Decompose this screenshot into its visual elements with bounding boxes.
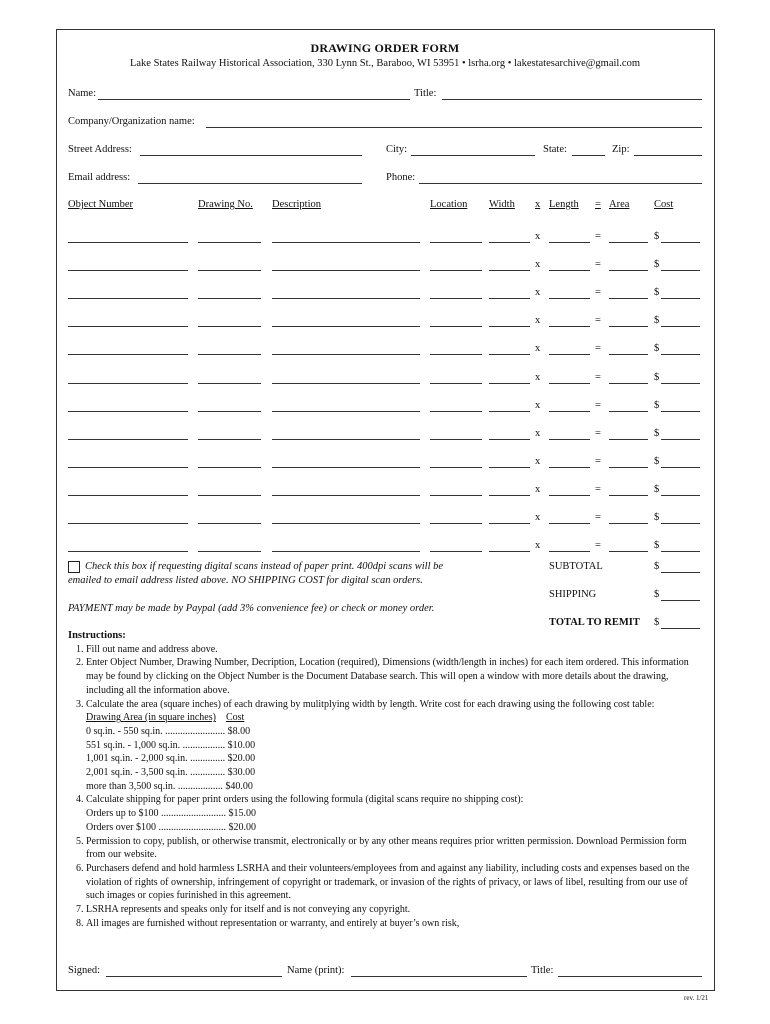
location-field[interactable]: [430, 383, 482, 384]
location-field[interactable]: [430, 439, 482, 440]
instruction-3-text: Calculate the area (square inches) of each drawing by mulitplying width by length. Write cost for each drawing using the following cost table:: [86, 698, 655, 710]
location-field[interactable]: [430, 298, 482, 299]
city-field[interactable]: [411, 155, 535, 156]
dollar-sign: $: [654, 456, 660, 467]
shipping-dollar: $: [654, 589, 660, 600]
signed-label: Signed:: [68, 965, 101, 976]
location-field[interactable]: [430, 467, 482, 468]
cost-field[interactable]: [661, 523, 700, 524]
cost-field[interactable]: [661, 298, 700, 299]
total-label: TOTAL TO REMIT: [549, 617, 640, 628]
times-sign: x: [535, 456, 541, 467]
object-number-field[interactable]: [68, 326, 188, 327]
cost-field[interactable]: [661, 439, 700, 440]
description-field[interactable]: [272, 298, 420, 299]
equals-sign: =: [595, 484, 601, 495]
object-number-field[interactable]: [68, 551, 188, 552]
signature-title-label: Title:: [531, 965, 554, 976]
equals-sign: =: [595, 259, 601, 270]
email-field[interactable]: [138, 183, 362, 184]
cost-field[interactable]: [661, 354, 700, 355]
cost-row: 0 sq.in. - 550 sq.in. ........................ $8.00: [86, 725, 251, 737]
width-field[interactable]: [489, 354, 530, 355]
location-field[interactable]: [430, 411, 482, 412]
length-field[interactable]: [549, 383, 590, 384]
description-field[interactable]: [272, 242, 420, 243]
dollar-sign: $: [654, 287, 660, 298]
dollar-sign: $: [654, 512, 660, 523]
object-number-field[interactable]: [68, 354, 188, 355]
location-field[interactable]: [430, 242, 482, 243]
length-field[interactable]: [549, 411, 590, 412]
header-length: Length: [549, 199, 579, 210]
header-location: Location: [430, 199, 468, 210]
name-field[interactable]: [98, 99, 410, 100]
state-field[interactable]: [572, 155, 605, 156]
instruction-3: [86, 698, 708, 794]
area-field[interactable]: [609, 439, 648, 440]
area-field[interactable]: [609, 467, 648, 468]
description-field[interactable]: [272, 467, 420, 468]
revision-note: rev. 1/21: [684, 994, 709, 1002]
drawing-no-field[interactable]: [198, 298, 261, 299]
area-field[interactable]: [609, 270, 648, 271]
object-number-field[interactable]: [68, 270, 188, 271]
times-sign: x: [535, 372, 541, 383]
organization-line: Lake States Railway Historical Association, 330 Lynn St., Baraboo, WI 53951 • lsrha.org • lakestatesarchive@gmail.com: [129, 58, 641, 69]
times-sign: x: [535, 428, 541, 439]
width-field[interactable]: [489, 495, 530, 496]
drawing-no-field[interactable]: [198, 354, 261, 355]
times-sign: x: [535, 231, 541, 242]
area-field[interactable]: [609, 523, 648, 524]
header-width: Width: [489, 199, 515, 210]
location-field[interactable]: [430, 495, 482, 496]
header-eq: =: [595, 199, 601, 210]
description-field[interactable]: [272, 439, 420, 440]
area-field[interactable]: [609, 326, 648, 327]
company-field[interactable]: [206, 127, 702, 128]
shipping-field[interactable]: [661, 600, 700, 601]
times-sign: x: [535, 540, 541, 551]
cost-field[interactable]: [661, 326, 700, 327]
location-field[interactable]: [430, 270, 482, 271]
form-title: DRAWING ORDER FORM: [310, 41, 460, 55]
length-field[interactable]: [549, 354, 590, 355]
cost-field[interactable]: [661, 270, 700, 271]
payment-note: PAYMENT may be made by Paypal (add 3% convenience fee) or check or money order.: [68, 603, 435, 614]
area-field[interactable]: [609, 411, 648, 412]
cost-field[interactable]: [661, 383, 700, 384]
instructions: [68, 629, 708, 930]
dollar-sign: $: [654, 231, 660, 242]
length-field[interactable]: [549, 242, 590, 243]
instruction-4: [86, 793, 708, 834]
width-field[interactable]: [489, 411, 530, 412]
drawing-no-field[interactable]: [198, 326, 261, 327]
drawing-no-field[interactable]: [198, 242, 261, 243]
description-field[interactable]: [272, 383, 420, 384]
header-area: Area: [609, 199, 630, 210]
cost-row: 551 sq.in. - 1,000 sq.in. ................. $10.00: [86, 739, 256, 751]
signed-field[interactable]: [106, 976, 282, 977]
area-field[interactable]: [609, 354, 648, 355]
cost-table-header-cost: Cost: [225, 712, 245, 724]
cost-row: 1,001 sq.in. - 2,000 sq.in. .............. $20.00: [86, 753, 256, 765]
street-label: Street Address:: [68, 144, 132, 155]
header-x: x: [535, 199, 541, 210]
drawing-no-field[interactable]: [198, 270, 261, 271]
dollar-sign: $: [654, 343, 660, 354]
title-label: Title:: [414, 88, 437, 99]
description-field[interactable]: [272, 354, 420, 355]
subtotal-label: SUBTOTAL: [549, 561, 603, 572]
width-field[interactable]: [489, 467, 530, 468]
header-cost: Cost: [654, 199, 674, 210]
drawing-no-field[interactable]: [198, 383, 261, 384]
times-sign: x: [535, 484, 541, 495]
cost-field[interactable]: [661, 467, 700, 468]
length-field[interactable]: [549, 551, 590, 552]
object-number-field[interactable]: [68, 298, 188, 299]
dollar-sign: $: [654, 540, 660, 551]
instruction-5: 5. Permission to copy, publish, or otherwise transmit, electronically or by any other means requires prior written permission. Download Permission form from our website.: [86, 835, 708, 862]
instruction-2: 2. Enter Object Number, Drawing Number, Decription, Location (required), Dimensions (width/length in inches) for each item ordered. This information may be found by clicking on the Object Number is the Document Database search. This will open a window with more details about the drawing, including all the information above.: [86, 656, 708, 697]
equals-sign: =: [595, 540, 601, 551]
equals-sign: =: [595, 231, 601, 242]
object-number-field[interactable]: [68, 411, 188, 412]
cost-row: 2,001 sq.in. - 3,500 sq.in. .............. $30.00: [86, 767, 256, 779]
shipping-row: Orders up to $100 .......................... $15.00: [86, 808, 256, 820]
cost-field[interactable]: [661, 242, 700, 243]
digital-scan-text-1: Check this box if requesting digital scans instead of paper print. 400dpi scans will be: [85, 561, 444, 572]
width-field[interactable]: [489, 551, 530, 552]
object-number-field[interactable]: [68, 495, 188, 496]
digital-scan-checkbox[interactable]: [68, 561, 80, 573]
company-label: Company/Organization name:: [68, 116, 195, 127]
state-label: State:: [543, 144, 567, 155]
total-dollar: $: [654, 617, 660, 628]
area-field[interactable]: [609, 383, 648, 384]
length-field[interactable]: [549, 326, 590, 327]
drawing-no-field[interactable]: [198, 439, 261, 440]
instructions-heading: Instructions:: [68, 630, 126, 641]
width-field[interactable]: [489, 298, 530, 299]
phone-field[interactable]: [419, 183, 702, 184]
shipping-row: Orders over $100 ........................... $20.00: [86, 821, 256, 833]
street-field[interactable]: [140, 155, 362, 156]
times-sign: x: [535, 343, 541, 354]
description-field[interactable]: [272, 270, 420, 271]
zip-field[interactable]: [634, 155, 702, 156]
city-label: City:: [386, 144, 408, 155]
length-field[interactable]: [549, 439, 590, 440]
dollar-sign: $: [654, 315, 660, 326]
cost-table: [86, 711, 708, 793]
instruction-1: 1. Fill out name and address above.: [86, 643, 708, 657]
description-field[interactable]: [272, 551, 420, 552]
equals-sign: =: [595, 315, 601, 326]
width-field[interactable]: [489, 523, 530, 524]
cost-field[interactable]: [661, 495, 700, 496]
equals-sign: =: [595, 428, 601, 439]
area-field[interactable]: [609, 242, 648, 243]
length-field[interactable]: [549, 495, 590, 496]
header-drawing-no: Drawing No.: [198, 199, 253, 210]
shipping-label: SHIPPING: [549, 589, 597, 600]
equals-sign: =: [595, 400, 601, 411]
header-object-number: Object Number: [68, 199, 134, 210]
description-field[interactable]: [272, 495, 420, 496]
dollar-sign: $: [654, 372, 660, 383]
cost-table-header-area: Drawing Area (in square inches): [86, 712, 216, 724]
instruction-6: 6. Purchasers defend and hold harmless LSRHA and their volunteers/employees from and against any liability, including costs and expenses based on the violation of rights of ownership, infringement of copyright or trademark, or invasion of the rights of privacy, or laws of libel, resulting from our use of such images or copies furinished in this agreement.: [86, 862, 708, 903]
location-field[interactable]: [430, 354, 482, 355]
equals-sign: =: [595, 343, 601, 354]
cost-field[interactable]: [661, 411, 700, 412]
description-field[interactable]: [272, 411, 420, 412]
length-field[interactable]: [549, 523, 590, 524]
length-field[interactable]: [549, 298, 590, 299]
times-sign: x: [535, 400, 541, 411]
equals-sign: =: [595, 456, 601, 467]
times-sign: x: [535, 259, 541, 270]
subtotal-dollar: $: [654, 561, 660, 572]
width-field[interactable]: [489, 439, 530, 440]
title-field[interactable]: [442, 99, 702, 100]
location-field[interactable]: [430, 326, 482, 327]
print-name-label: Name (print):: [287, 965, 345, 976]
location-field[interactable]: [430, 551, 482, 552]
phone-label: Phone:: [386, 172, 416, 183]
width-field[interactable]: [489, 242, 530, 243]
instruction-7: 7. LSRHA represents and speaks only for itself and is not conveying any copyright.: [86, 903, 708, 917]
equals-sign: =: [595, 287, 601, 298]
length-field[interactable]: [549, 467, 590, 468]
dollar-sign: $: [654, 400, 660, 411]
width-field[interactable]: [489, 383, 530, 384]
times-sign: x: [535, 512, 541, 523]
equals-sign: =: [595, 512, 601, 523]
object-number-field[interactable]: [68, 523, 188, 524]
length-field[interactable]: [549, 270, 590, 271]
subtotal-field[interactable]: [661, 572, 700, 573]
times-sign: x: [535, 287, 541, 298]
signature-title-field[interactable]: [558, 976, 702, 977]
print-name-field[interactable]: [351, 976, 527, 977]
dollar-sign: $: [654, 484, 660, 495]
drawing-no-field[interactable]: [198, 467, 261, 468]
email-label: Email address:: [68, 172, 131, 183]
description-field[interactable]: [272, 523, 420, 524]
cost-row: more than 3,500 sq.in. .................. $40.00: [86, 780, 253, 792]
equals-sign: =: [595, 372, 601, 383]
drawing-no-field[interactable]: [198, 411, 261, 412]
area-field[interactable]: [609, 495, 648, 496]
area-field[interactable]: [609, 551, 648, 552]
instructions-list: [68, 643, 708, 931]
drawing-no-field[interactable]: [198, 523, 261, 524]
dollar-sign: $: [654, 259, 660, 270]
object-number-field[interactable]: [68, 383, 188, 384]
digital-scan-text-2: emailed to email address listed above. NO SHIPPING COST for digital scan orders.: [68, 575, 423, 586]
area-field[interactable]: [609, 298, 648, 299]
object-number-field[interactable]: [68, 242, 188, 243]
location-field[interactable]: [430, 523, 482, 524]
object-number-field[interactable]: [68, 467, 188, 468]
times-sign: x: [535, 315, 541, 326]
instruction-4-text: Calculate shipping for paper print orders using the following formula (digital scans require no shipping cost):: [86, 794, 524, 806]
drawing-no-field[interactable]: [198, 495, 261, 496]
header-description: Description: [272, 199, 321, 210]
description-field[interactable]: [272, 326, 420, 327]
zip-label: Zip:: [612, 144, 630, 155]
cost-field[interactable]: [661, 551, 700, 552]
drawing-no-field[interactable]: [198, 551, 261, 552]
dollar-sign: $: [654, 428, 660, 439]
object-number-field[interactable]: [68, 439, 188, 440]
width-field[interactable]: [489, 270, 530, 271]
instruction-8: 8. All images are furnished without representation or warranty, and entirely at buyer’s own risk,: [86, 917, 708, 931]
name-label: Name:: [68, 88, 96, 99]
width-field[interactable]: [489, 326, 530, 327]
